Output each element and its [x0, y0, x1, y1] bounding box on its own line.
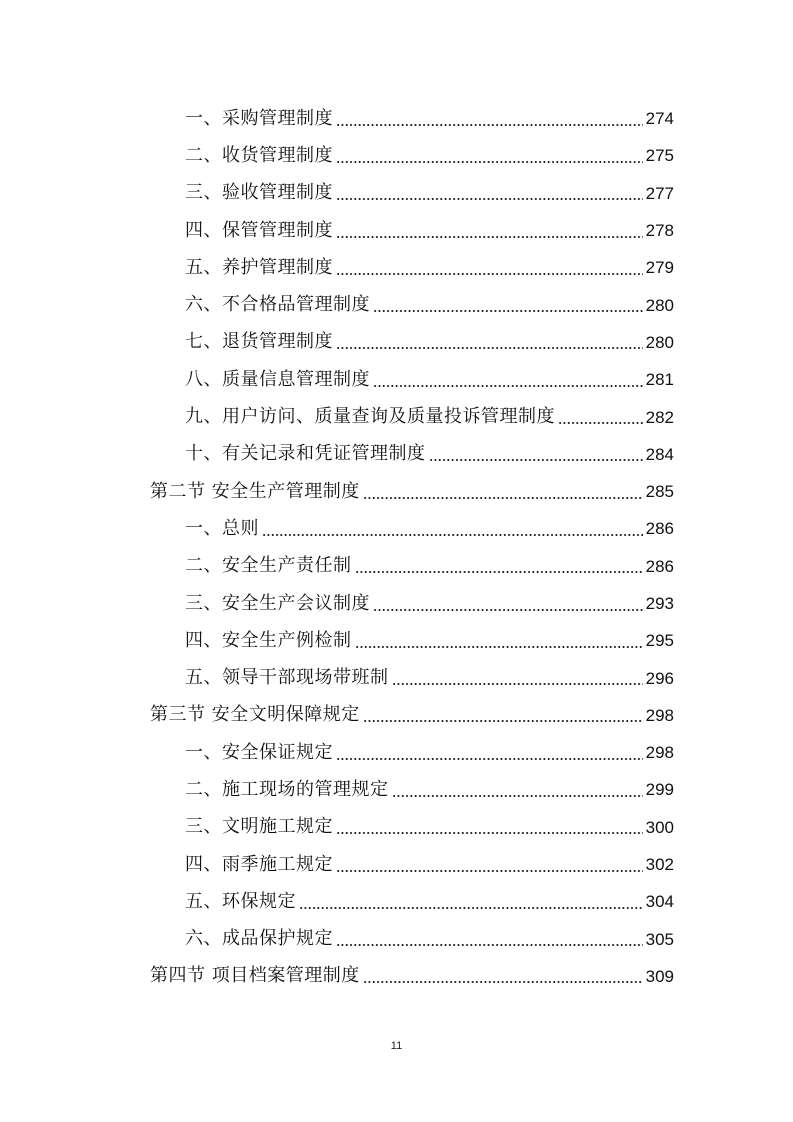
toc-entry[interactable] [150, 659, 674, 696]
toc-entry[interactable] [150, 958, 674, 995]
toc-dot-leader [336, 347, 643, 349]
toc-dot-leader [336, 273, 643, 275]
toc-entry[interactable] [150, 734, 674, 771]
toc-dot-leader [363, 720, 643, 722]
toc-dot-leader [299, 907, 643, 909]
toc-entry-title: 二、收货管理制度 [185, 144, 333, 166]
toc-entry-page: 295 [645, 631, 674, 651]
toc-dot-leader [363, 497, 643, 499]
toc-entry[interactable] [150, 510, 674, 547]
toc-entry-page: 281 [645, 370, 674, 390]
toc-entry[interactable] [150, 100, 674, 137]
toc-entry-page: 280 [645, 295, 674, 315]
toc-dot-leader [262, 534, 643, 536]
toc-entry-page: 298 [645, 743, 674, 763]
toc-dot-leader [558, 422, 643, 424]
toc-entry[interactable] [150, 473, 674, 510]
toc-dot-leader [373, 310, 643, 312]
toc-entry[interactable] [150, 324, 674, 361]
toc-entry[interactable] [150, 921, 674, 958]
toc-entry[interactable] [150, 809, 674, 846]
toc-entry-title: 十、有关记录和凭证管理制度 [185, 443, 426, 465]
toc-entry[interactable] [150, 548, 674, 585]
toc-entry[interactable] [150, 175, 674, 212]
toc-entry-title: 一、安全保证规定 [185, 741, 333, 763]
toc-dot-leader [336, 758, 643, 760]
toc-entry-title: 六、不合格品管理制度 [185, 294, 370, 316]
toc-dot-leader [363, 981, 643, 983]
toc-entry[interactable] [150, 212, 674, 249]
toc-entry-title: 第三节 安全文明保障规定 [150, 704, 360, 726]
toc-entry[interactable] [150, 286, 674, 323]
toc-dot-leader [373, 385, 643, 387]
toc-dot-leader [336, 161, 643, 163]
toc-entry-page: 309 [645, 966, 674, 986]
toc-entry[interactable] [150, 398, 674, 435]
toc-entry-title: 三、文明施工规定 [185, 816, 333, 838]
toc-entry-page: 298 [645, 705, 674, 725]
toc-dot-leader [336, 236, 643, 238]
toc-dot-leader [392, 683, 643, 685]
toc-entry-title: 六、成品保护规定 [185, 928, 333, 950]
toc-entry-page: 300 [645, 817, 674, 837]
table-of-contents [150, 100, 674, 995]
toc-entry[interactable] [150, 883, 674, 920]
toc-entry-page: 304 [645, 892, 674, 912]
toc-entry-page: 302 [645, 855, 674, 875]
toc-entry-title: 二、施工现场的管理规定 [185, 778, 389, 800]
toc-entry-page: 293 [645, 594, 674, 613]
toc-entry-title: 七、退货管理制度 [185, 331, 333, 353]
toc-entry-title: 一、采购管理制度 [185, 107, 333, 129]
toc-entry-page: 282 [645, 407, 674, 427]
toc-entry[interactable] [150, 436, 674, 473]
toc-entry-title: 三、验收管理制度 [185, 182, 333, 204]
toc-dot-leader [429, 459, 643, 461]
toc-entry-title: 二、安全生产责任制 [185, 555, 352, 577]
toc-entry-page: 286 [645, 519, 674, 539]
toc-entry-title: 三、安全生产会议制度 [185, 592, 370, 614]
toc-dot-leader [355, 646, 643, 648]
toc-entry-page: 286 [645, 556, 674, 576]
toc-dot-leader [392, 795, 643, 797]
toc-entry[interactable] [150, 249, 674, 286]
toc-dot-leader [355, 571, 643, 573]
toc-entry-page: 285 [645, 482, 674, 502]
toc-entry[interactable] [150, 846, 674, 883]
toc-entry-title: 四、雨季施工规定 [185, 853, 333, 875]
toc-entry-page: 277 [645, 183, 674, 203]
page-number: 11 [390, 1040, 403, 1052]
toc-entry[interactable] [150, 697, 674, 734]
toc-entry-page: 299 [645, 780, 674, 800]
toc-entry[interactable] [150, 137, 674, 174]
toc-dot-leader [336, 944, 643, 946]
toc-entry[interactable] [150, 771, 674, 808]
toc-entry[interactable] [150, 622, 674, 659]
toc-entry-page: 284 [645, 444, 674, 464]
toc-entry-title: 四、安全生产例检制 [185, 629, 352, 651]
toc-dot-leader [373, 609, 643, 611]
toc-entry-page: 274 [645, 109, 674, 129]
toc-entry-title: 五、环保规定 [185, 890, 296, 912]
toc-entry-title: 五、领导干部现场带班制 [185, 667, 389, 689]
toc-dot-leader [336, 870, 643, 872]
toc-entry[interactable] [150, 585, 674, 622]
toc-entry-title: 第二节 安全生产管理制度 [150, 480, 360, 502]
toc-entry-title: 九、用户访问、质量查询及质量投诉管理制度 [185, 406, 555, 428]
toc-entry-page: 296 [645, 668, 674, 688]
toc-entry-title: 八、质量信息管理制度 [185, 368, 370, 390]
toc-entry-page: 305 [645, 929, 674, 949]
toc-entry-title: 第四节 项目档案管理制度 [150, 965, 360, 987]
toc-entry-page: 275 [645, 146, 674, 166]
toc-dot-leader [336, 198, 643, 200]
toc-entry[interactable] [150, 361, 674, 398]
toc-entry-title: 四、保管管理制度 [185, 219, 333, 241]
toc-entry-page: 280 [645, 332, 674, 352]
toc-dot-leader [336, 832, 643, 834]
toc-entry-page: 278 [645, 221, 674, 241]
toc-dot-leader [336, 124, 643, 126]
toc-entry-title: 一、总则 [185, 517, 259, 539]
toc-entry-title: 五、养护管理制度 [185, 256, 333, 278]
toc-entry-page: 279 [645, 258, 674, 278]
